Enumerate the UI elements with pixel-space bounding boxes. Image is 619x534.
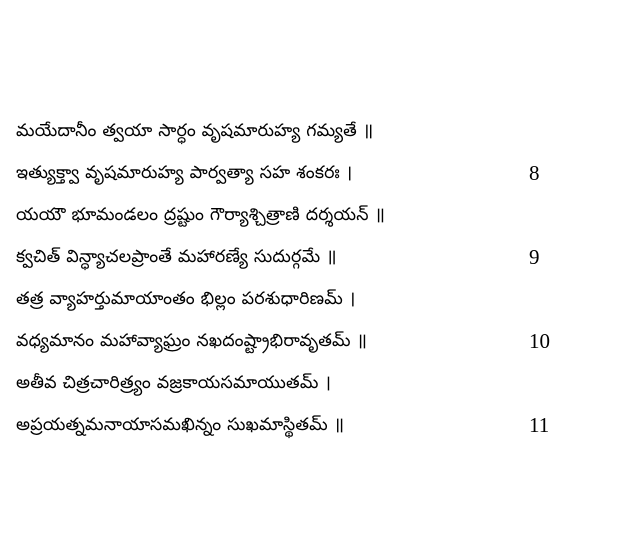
verse-text: వధ్యమానం మహావ్యాఘ్రం నఖదంష్ట్రాభిరావృతమ్ ॥ — [16, 331, 368, 351]
verse-line — [16, 115, 606, 147]
verse-text: ఇత్యుక్త్వా వృషమారుహ్య పార్వత్యా సహ శంకరః । — [16, 163, 353, 183]
verse-number: 9 — [529, 245, 540, 269]
verse-text: యయౌ భూమండలం ద్రష్టుం గౌర్యాశ్చిత్రాణి దర్శయన్ ॥ — [16, 205, 386, 225]
verse-line — [16, 157, 606, 189]
verse-line — [16, 241, 606, 273]
verse-line — [16, 367, 606, 399]
verse-text: క్వచిత్ విన్ధ్యాచలప్రాంతే మహారణ్యే సుదుర్గమే ॥ — [16, 247, 337, 267]
verse-text: అప్రయత్నమనాయాసమఖిన్నం సుఖమాస్థితమ్ ॥ — [16, 415, 345, 435]
verse-text: తత్ర వ్యాహర్తుమాయాంతం భిల్లం పరశుధారిణమ్ । — [16, 289, 356, 309]
verse-line — [16, 199, 606, 231]
verse-line — [16, 325, 606, 357]
verse-line — [16, 283, 606, 315]
verse-text: మయేదానీం త్వయా సార్ధం వృషమారుహ్య గమ్యతే ॥ — [16, 121, 374, 141]
verse-text: అతీవ చిత్రచారిత్ర్యం వజ్రకాయసమాయుతమ్ । — [16, 373, 332, 393]
verse-line — [16, 409, 606, 441]
verse-number: 10 — [529, 329, 550, 353]
verse-number: 8 — [529, 161, 540, 185]
verse-number: 11 — [529, 413, 550, 437]
